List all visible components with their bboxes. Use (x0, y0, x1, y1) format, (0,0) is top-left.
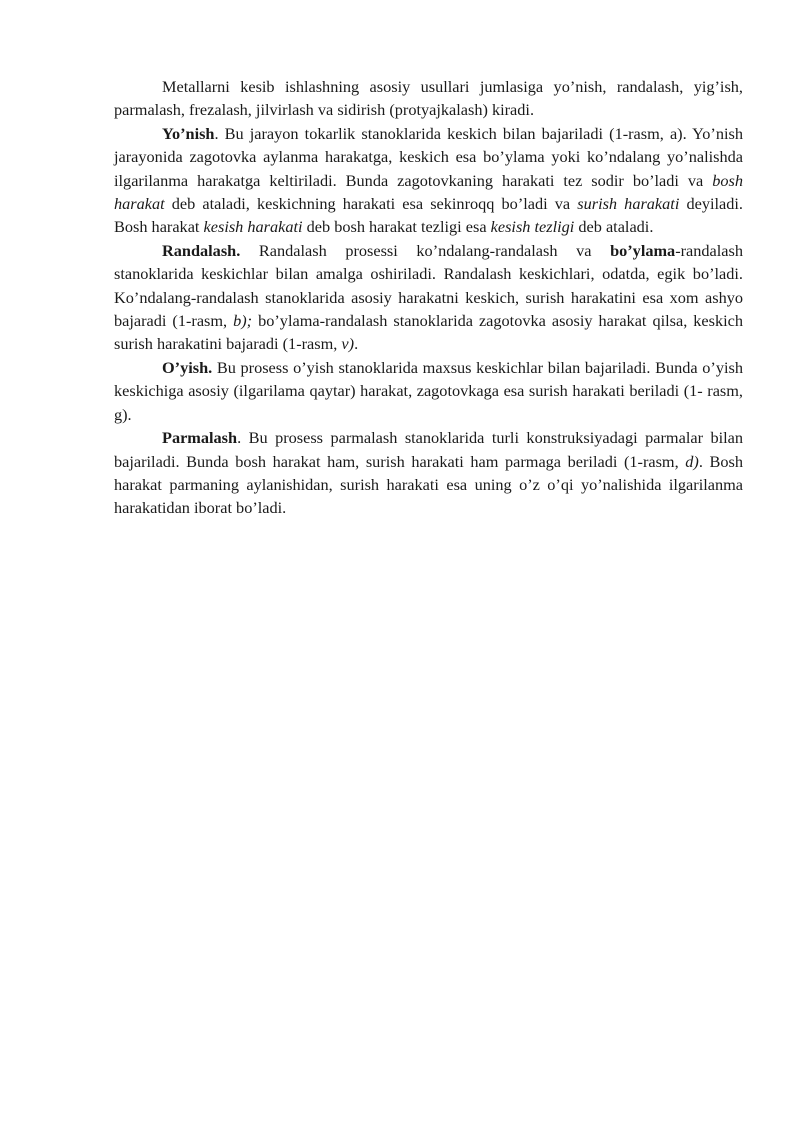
term-boylama: bo’ylama (610, 240, 676, 260)
term-yonish: Yo’nish (162, 123, 215, 143)
text-span: . Bosh harakat parmaning aylanishidan, surish harakati esa uning o’z o’qi yo’nalishida ilgarilanma harakatidan iborat bo’ladi. (114, 451, 743, 518)
paragraph-yonish (114, 122, 743, 239)
text-span: deb ataladi, keskichning harakati esa sekinroqq bo’ladi va (164, 194, 578, 214)
text-span: deb bosh harakat tezligi esa (302, 217, 491, 237)
text-span: . Bu prosess parmalash stanoklarida turli konstruksiyadagi parmalar bilan bajariladi. Bunda bosh harakat ham, surish harakati ham parmaga beriladi (1-rasm, (114, 428, 743, 471)
term-kesish-harakati: kesish harakati (203, 217, 303, 237)
figure-ref-v: v) (341, 334, 355, 354)
text-span: . (354, 334, 359, 354)
figure-ref-d: d) (685, 451, 699, 471)
figure-ref-b: b); (233, 311, 253, 331)
text-span: bo’ylama-randalash stanoklarida zagotovka asosiy harakat qilsa, keskich surish harakatini bajaradi (1-rasm, (114, 311, 743, 354)
intro-text: Metallarni kesib ishlashning asosiy usullari jumlasiga yo’nish, randalash, yig’ish, parmalash, frezalash, jilvirlash va sidirish (protyajkalash) kiradi. (114, 77, 743, 120)
text-span: . Bu jarayon tokarlik stanoklarida keskich bilan bajariladi (1-rasm, a). Yo’nish jarayonida zagotovka aylanma harakatga, keskich esa bo’ylama yoki ko’ndalang yo’nalishda ilgarilanma harakatga keltiriladi. Bunda zagotovkaning harakati tez sodir bo’ladi va (114, 123, 743, 190)
text-span: Bu prosess o’yish stanoklarida maxsus keskichlar bilan bajariladi. Bunda o’yish keskichiga asosiy (ilgarilama qaytar) harakat, zagotovkaga esa surish harakati beriladi (1- rasm, g). (114, 357, 743, 424)
term-parmalash: Parmalash (162, 428, 238, 448)
term-randalash: Randalash. (162, 240, 241, 260)
term-oyish: O’yish. (162, 357, 213, 377)
text-span: Randalash prosessi ko’ndalang-randalash va (240, 240, 611, 260)
term-bosh-harakat: bosh harakat (114, 170, 743, 214)
term-surish-harakati: surish harakati (577, 194, 680, 214)
paragraph-oyish (114, 356, 743, 426)
paragraph-intro (114, 75, 743, 122)
text-span: -randalash stanoklarida keskichlar bilan amalga oshiriladi. Randalash keskichlari, odatda, egik bo’ladi. Ko’ndalang-randalash stanoklarida asosiy harakatni keskich, surish harakatini esa xom ashyo bajaradi (1-rasm, (114, 240, 743, 331)
text-span: deyiladi. Bosh harakat (114, 194, 743, 237)
paragraph-randalash (114, 239, 743, 356)
term-kesish-tezligi: kesish tezligi (490, 217, 575, 237)
text-span: deb ataladi. (574, 217, 654, 237)
paragraph-parmalash (114, 426, 743, 520)
document-page (114, 75, 743, 520)
